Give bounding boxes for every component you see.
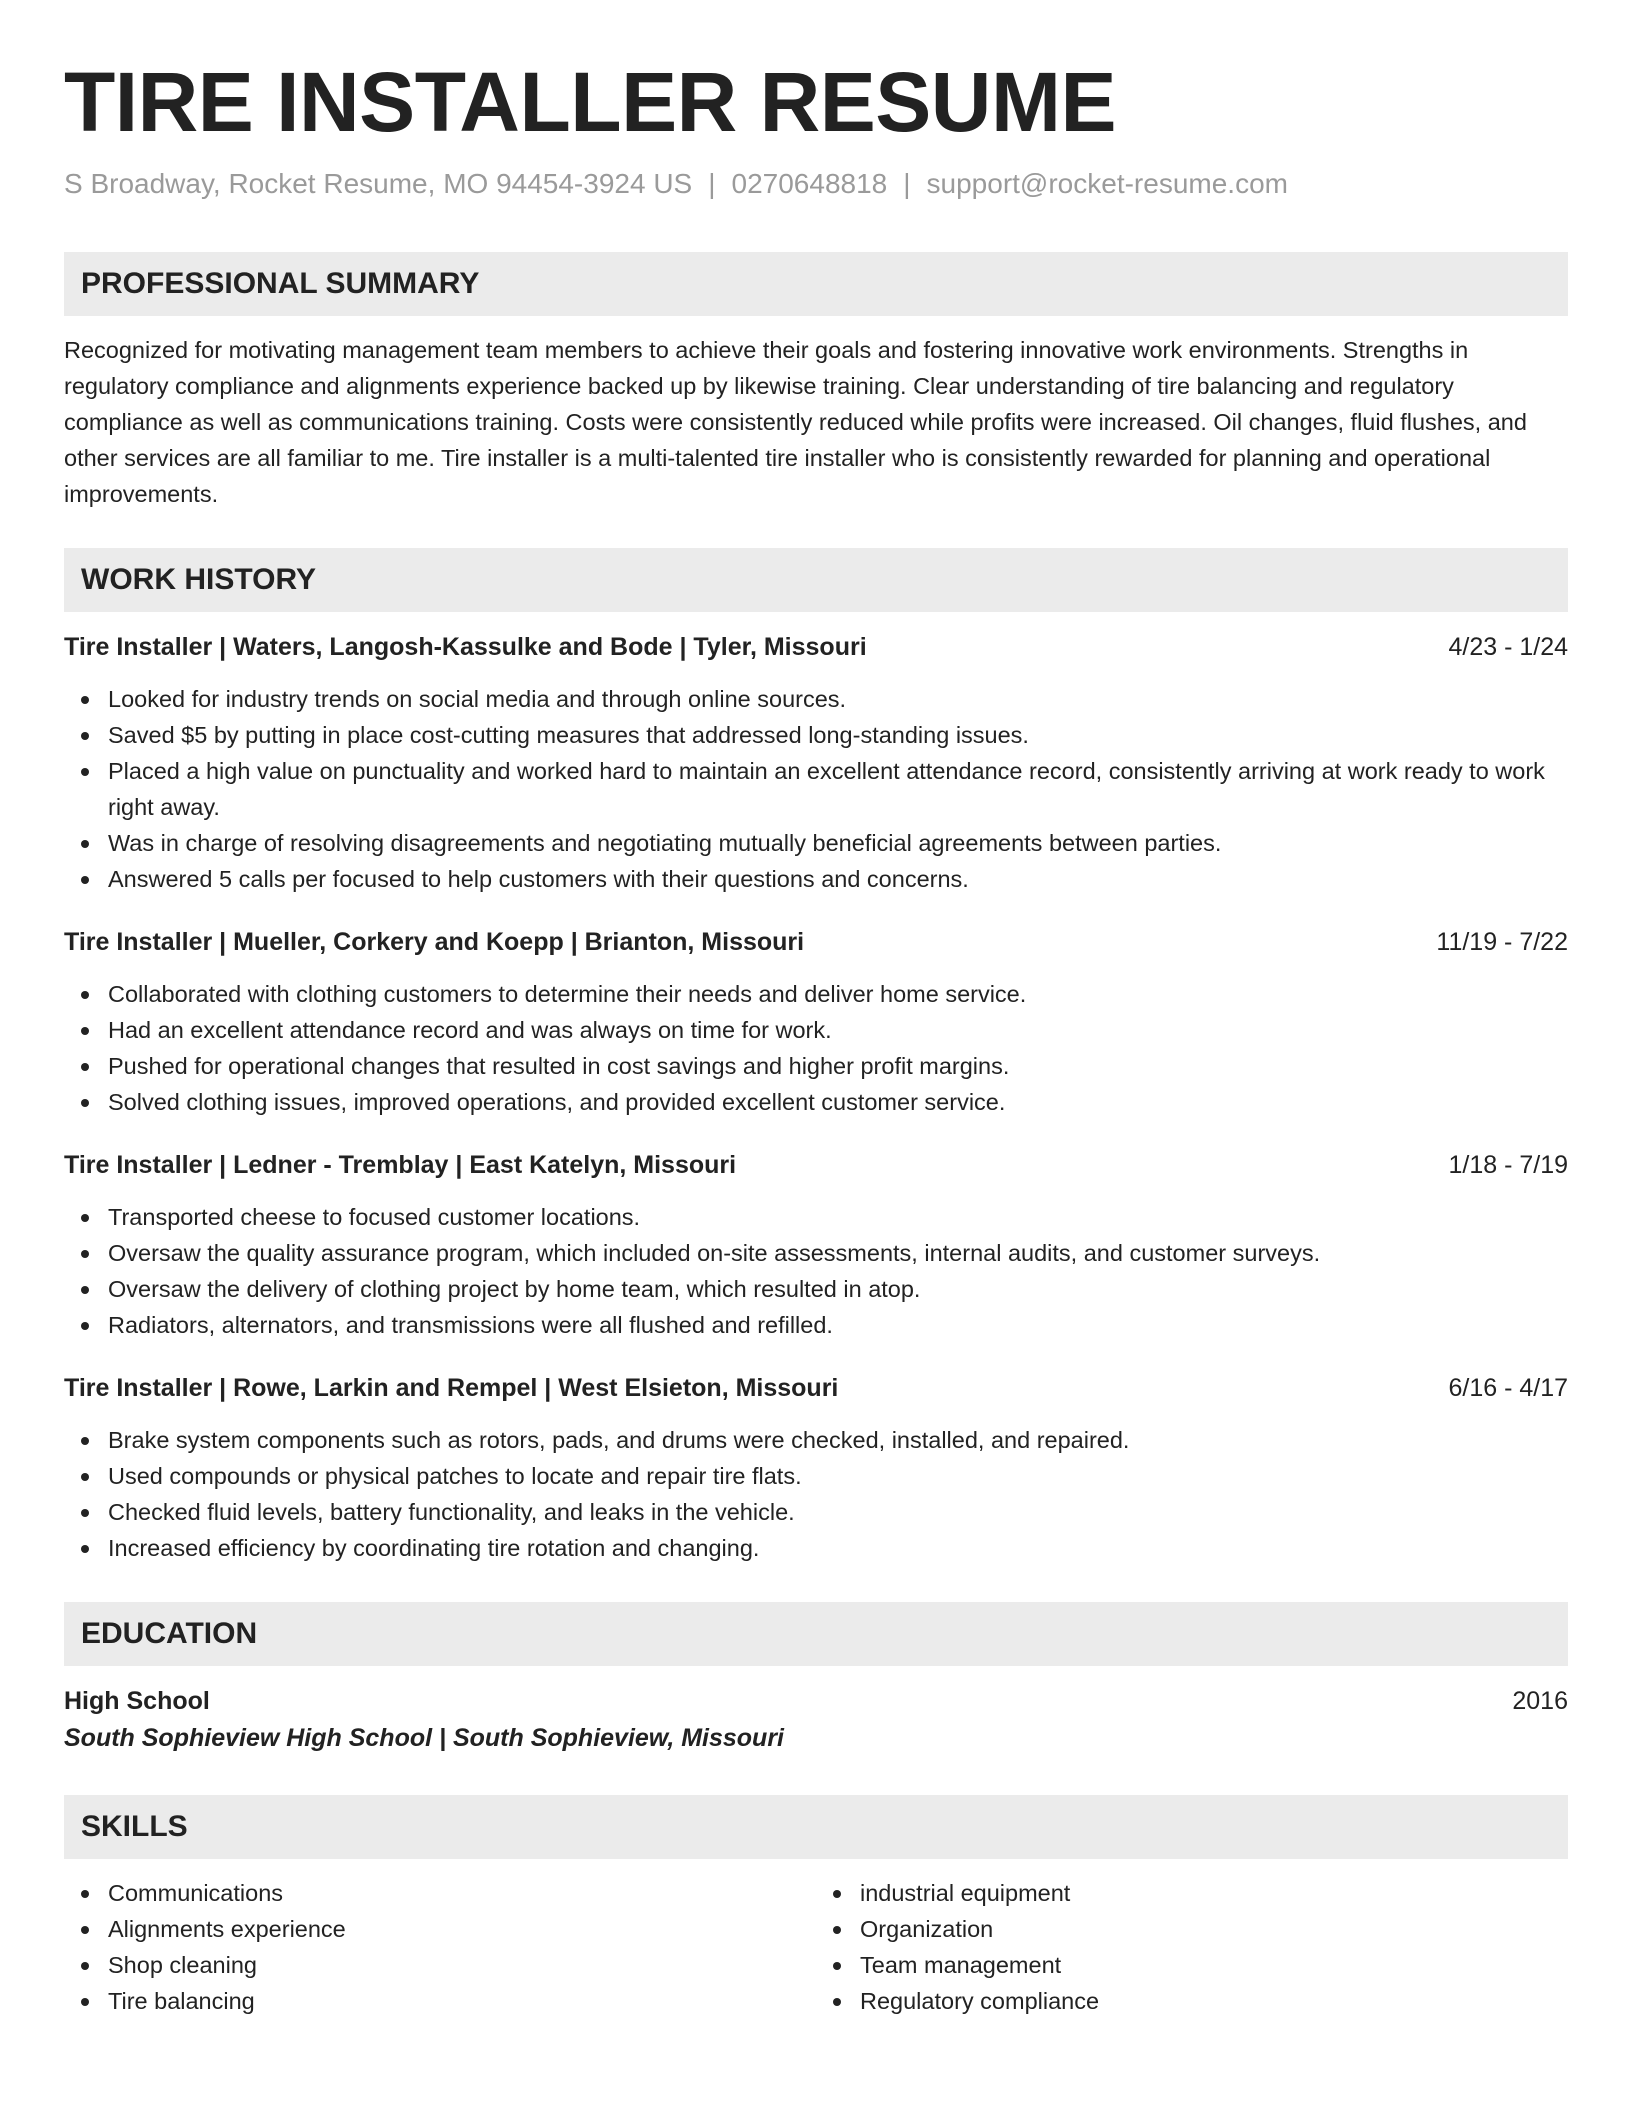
job-bullets [64, 681, 1568, 897]
job-dates: 4/23 - 1/24 [1448, 632, 1568, 661]
contact-phone: 0270648818 [731, 168, 888, 200]
skill-item: industrial equipment [816, 1875, 1568, 1911]
skills-list-left [64, 1875, 816, 2019]
job-bullet: Saved $5 by putting in place cost-cutting measures that addressed long-standing issues. [64, 717, 1568, 753]
job-bullet: Transported cheese to focused customer locations. [64, 1199, 1568, 1235]
education-degree: High School [64, 1686, 210, 1715]
skills-list-right [816, 1875, 1568, 2019]
job-header [64, 1370, 1568, 1406]
job-bullets [64, 1199, 1568, 1343]
education-header [64, 1683, 1568, 1719]
section-heading-education: EDUCATION [64, 1602, 1568, 1666]
contact-separator: | [903, 168, 911, 200]
skill-item: Tire balancing [64, 1983, 816, 2019]
skill-item: Alignments experience [64, 1911, 816, 1947]
job-entry [64, 1147, 1568, 1343]
job-title: Tire Installer | Ledner - Tremblay | East Katelyn, Missouri [64, 1150, 737, 1179]
contact-separator: | [708, 168, 716, 200]
job-bullet: Had an excellent attendance record and was always on time for work. [64, 1012, 1568, 1048]
resume-title: TIRE INSTALLER RESUME [64, 55, 1116, 149]
job-bullet: Radiators, alternators, and transmissions were all flushed and refilled. [64, 1307, 1568, 1343]
section-heading-work-history: WORK HISTORY [64, 548, 1568, 612]
education-year: 2016 [1512, 1686, 1568, 1715]
job-entry [64, 924, 1568, 1120]
education-school: South Sophieview High School | South Sophieview, Missouri [64, 1723, 785, 1752]
job-bullet: Checked fluid levels, battery functionality, and leaks in the vehicle. [64, 1494, 1568, 1530]
skill-item: Communications [64, 1875, 816, 1911]
skill-item: Regulatory compliance [816, 1983, 1568, 2019]
job-bullet: Solved clothing issues, improved operations, and provided excellent customer service. [64, 1084, 1568, 1120]
job-header [64, 924, 1568, 960]
job-dates: 1/18 - 7/19 [1448, 1150, 1568, 1179]
skill-item: Organization [816, 1911, 1568, 1947]
summary-paragraph: Recognized for motivating management team members to achieve their goals and fostering innovative work environments. Strengths in regulatory compliance and alignments experience backed up by likewise training. Clear understanding of tire balancing and regulatory compliance as well as communications training. Costs were consistently reduced while profits were increased. Oil changes, fluid flushes, and other services are all familiar to me. Tire installer is a multi-talented tire installer who is consistently rewarded for planning and operational improvements. [64, 336, 1527, 507]
job-dates: 11/19 - 7/22 [1436, 927, 1568, 956]
job-entry [64, 629, 1568, 897]
job-bullets [64, 1422, 1568, 1566]
education-entry [64, 1683, 1568, 1757]
job-bullet: Oversaw the delivery of clothing project by home team, which resulted in atop. [64, 1271, 1568, 1307]
job-entry [64, 1370, 1568, 1566]
job-bullet: Collaborated with clothing customers to determine their needs and deliver home service. [64, 976, 1568, 1012]
contact-line [64, 166, 1568, 202]
section-heading-summary: PROFESSIONAL SUMMARY [64, 252, 1568, 316]
job-header [64, 1147, 1568, 1183]
work-history-list [64, 629, 1568, 1566]
contact-email: support@rocket-resume.com [926, 168, 1288, 200]
job-bullet: Used compounds or physical patches to locate and repair tire flats. [64, 1458, 1568, 1494]
job-bullet: Was in charge of resolving disagreements and negotiating mutually beneficial agreements between parties. [64, 825, 1568, 861]
job-title: Tire Installer | Waters, Langosh-Kassulke and Bode | Tyler, Missouri [64, 632, 867, 661]
job-title: Tire Installer | Mueller, Corkery and Koepp | Brianton, Missouri [64, 927, 805, 956]
job-bullets [64, 976, 1568, 1120]
job-bullet: Pushed for operational changes that resulted in cost savings and higher profit margins. [64, 1048, 1568, 1084]
job-bullet: Brake system components such as rotors, pads, and drums were checked, installed, and repaired. [64, 1422, 1568, 1458]
job-bullet: Oversaw the quality assurance program, which included on-site assessments, internal audits, and customer surveys. [64, 1235, 1568, 1271]
job-bullet: Answered 5 calls per focused to help customers with their questions and concerns. [64, 861, 1568, 897]
skill-item: Team management [816, 1947, 1568, 1983]
skills-columns [64, 1875, 1568, 2019]
job-bullet: Placed a high value on punctuality and worked hard to maintain an excellent attendance record, consistently arriving at work ready to work right away. [64, 753, 1568, 825]
job-bullet: Increased efficiency by coordinating tire rotation and changing. [64, 1530, 1568, 1566]
job-title: Tire Installer | Rowe, Larkin and Rempel | West Elsieton, Missouri [64, 1373, 839, 1402]
job-header [64, 629, 1568, 665]
job-bullet: Looked for industry trends on social media and through online sources. [64, 681, 1568, 717]
contact-address: S Broadway, Rocket Resume, MO 94454-3924 US [64, 168, 693, 200]
skill-item: Shop cleaning [64, 1947, 816, 1983]
section-heading-skills: SKILLS [64, 1795, 1568, 1859]
job-dates: 6/16 - 4/17 [1448, 1373, 1568, 1402]
